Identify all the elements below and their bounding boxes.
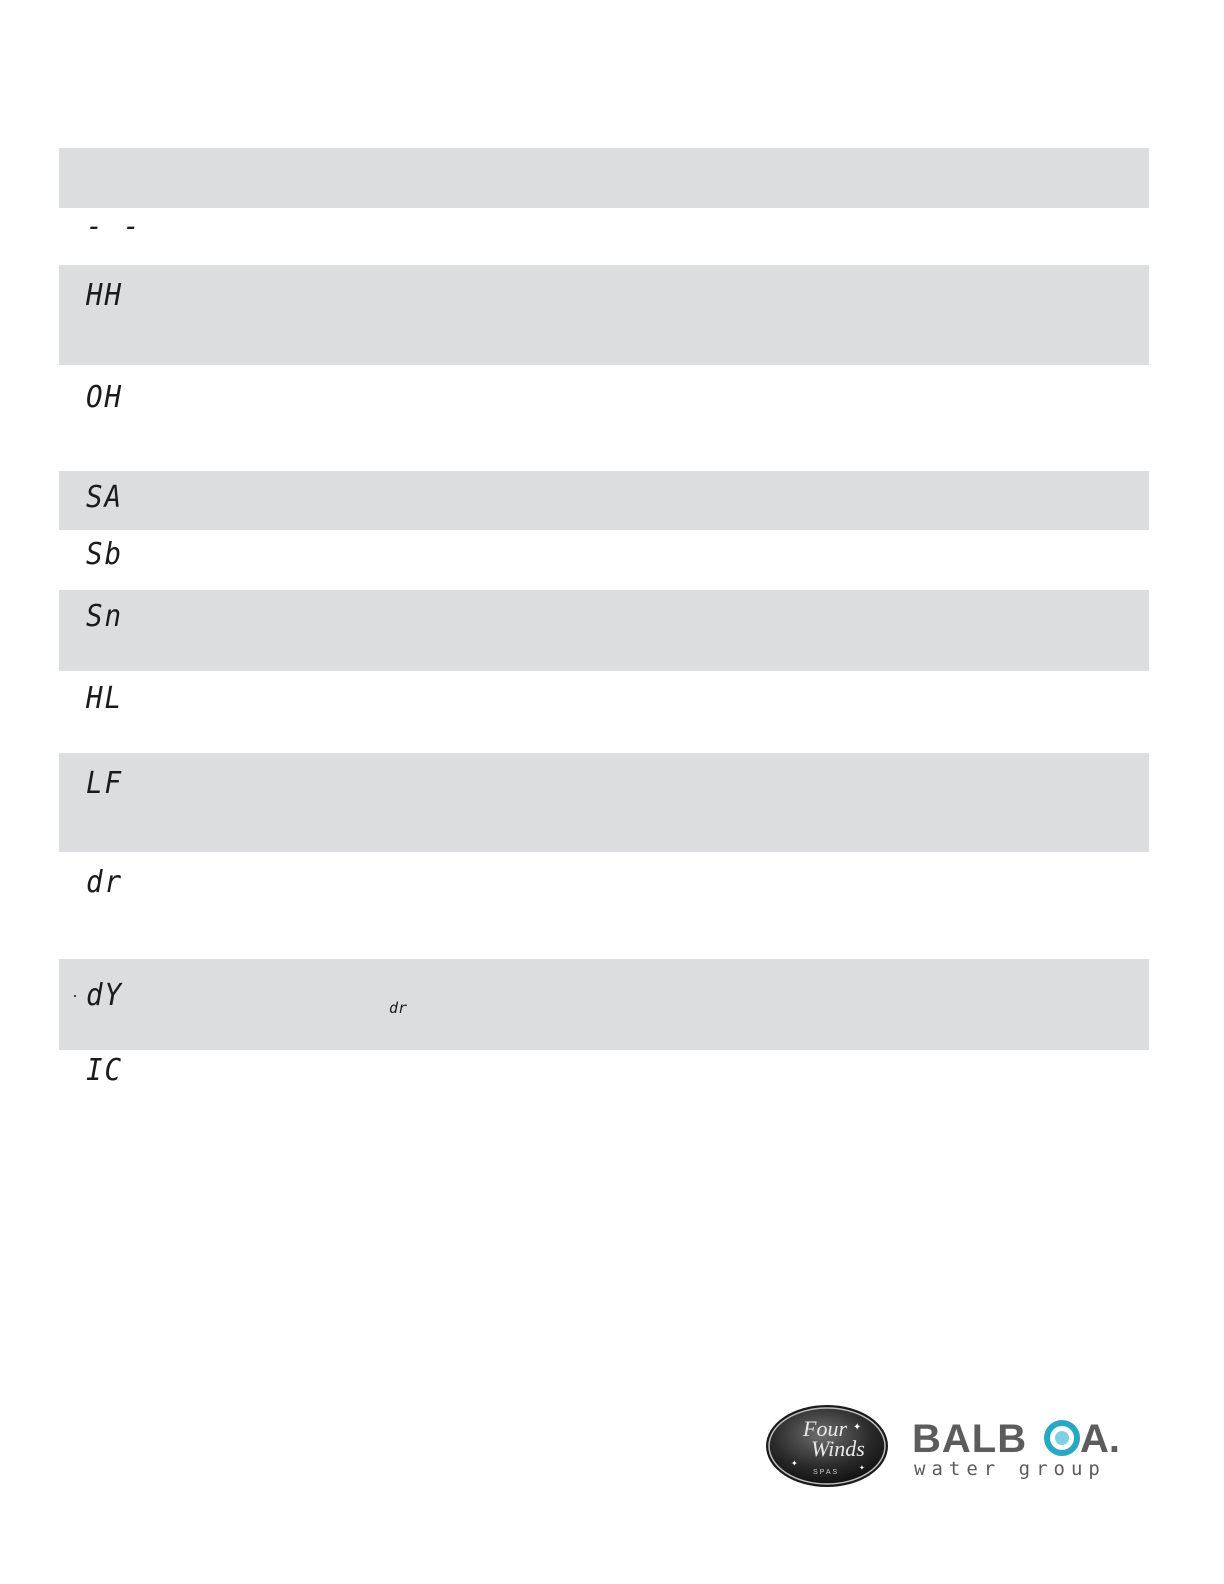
error-code: HH — [86, 278, 123, 313]
four-winds-spas-logo — [765, 1404, 889, 1488]
error-code: Sn — [86, 599, 123, 634]
inline-error-code: dr — [389, 999, 408, 1017]
table-row — [59, 365, 1149, 471]
table-row — [59, 471, 1149, 530]
svg-text:BALB: BALB — [912, 1417, 1028, 1460]
svg-text:✦: ✦ — [853, 1422, 862, 1433]
error-code: dY — [86, 978, 123, 1013]
balboa-logo — [912, 1416, 1144, 1486]
svg-text:A.: A. — [1080, 1417, 1120, 1460]
table-row — [59, 530, 1149, 590]
error-code: LF — [86, 766, 123, 801]
svg-text:Four: Four — [803, 1416, 847, 1441]
table-row — [59, 671, 1149, 753]
error-code: SA — [86, 480, 123, 515]
error-code: Sb — [86, 537, 123, 572]
table-row — [59, 1050, 1149, 1110]
table-row — [59, 852, 1149, 959]
table-row — [59, 208, 1149, 265]
table-row — [59, 753, 1149, 852]
error-code: dr — [86, 865, 123, 900]
table-header-row — [59, 148, 1149, 208]
balboa-tagline: water group — [914, 1458, 1106, 1480]
error-code: HL — [86, 681, 123, 716]
svg-text:SPAS: SPAS — [813, 1469, 840, 1476]
error-code: OH — [86, 380, 123, 415]
table-row — [59, 590, 1149, 671]
error-code: IC — [86, 1053, 123, 1088]
balboa-wordmark-art — [912, 1416, 1144, 1460]
marker-dot — [74, 995, 76, 997]
error-code: - - — [86, 209, 142, 244]
svg-text:✦: ✦ — [859, 1464, 865, 1472]
error-code-table — [59, 148, 1149, 1110]
table-row — [59, 959, 1149, 1050]
table-row — [59, 265, 1149, 365]
svg-text:Winds: Winds — [811, 1436, 865, 1461]
svg-text:✦: ✦ — [791, 1459, 798, 1468]
